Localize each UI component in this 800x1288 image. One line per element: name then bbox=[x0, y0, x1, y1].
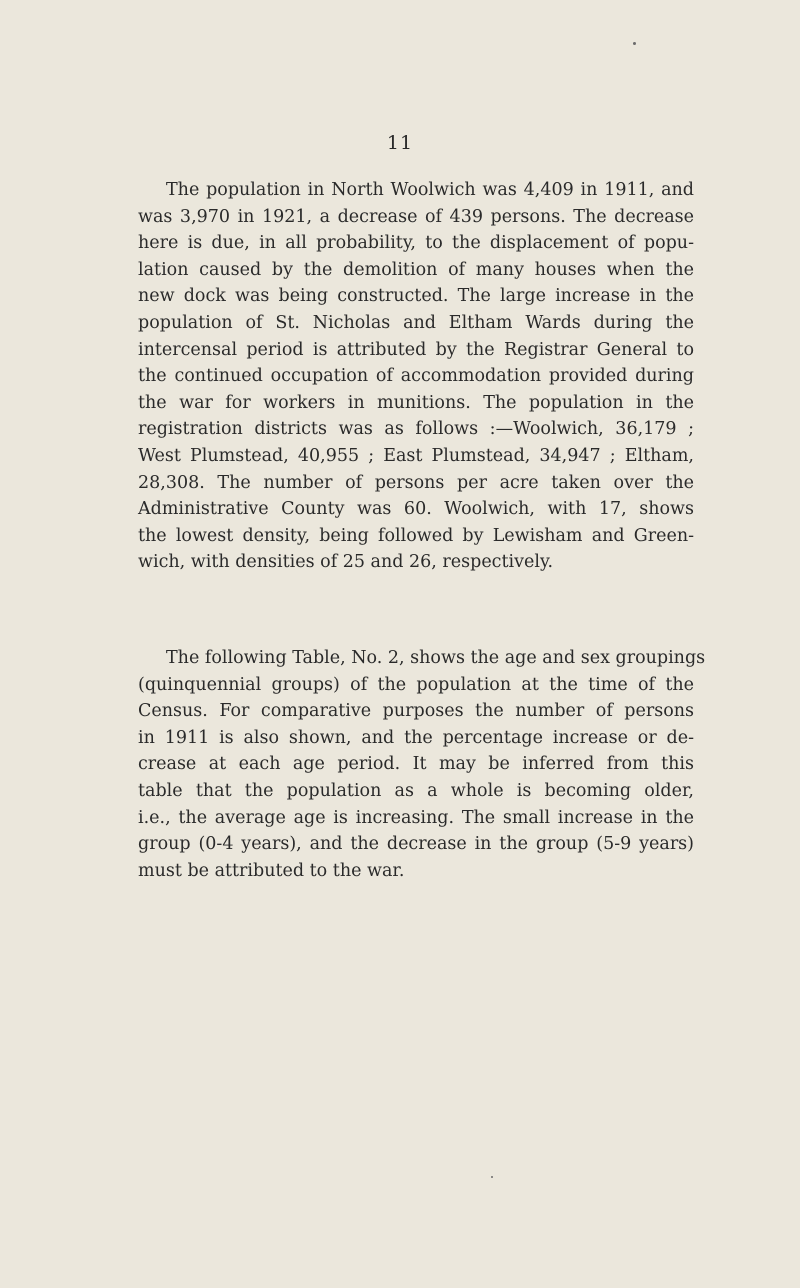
paper-speck bbox=[633, 42, 636, 45]
text-line: was 3,970 in 1921, a decrease of 439 persons. The decrease bbox=[138, 206, 694, 227]
text-line: group (0-4 years), and the decrease in the group (5-9 years) bbox=[138, 834, 694, 855]
text-line: i.e., the average age is increasing. The small increase in the bbox=[138, 807, 694, 828]
page-number: 11 bbox=[386, 132, 414, 154]
paragraph-age-groupings bbox=[110, 645, 706, 884]
text-line: intercensal period is attributed by the Registrar General to bbox=[138, 339, 694, 360]
text-line: here is due, in all probability, to the displacement of popu- bbox=[138, 233, 694, 254]
text-line: new dock was being constructed. The large increase in the bbox=[138, 286, 694, 307]
paper-speck bbox=[491, 1176, 493, 1178]
text-line: table that the population as a whole is becoming older, bbox=[138, 780, 694, 801]
text-line: wich, with densities of 25 and 26, respectively. bbox=[138, 552, 554, 573]
paragraph-population bbox=[110, 177, 694, 576]
text-line: Administrative County was 60. Woolwich, with 17, shows bbox=[138, 499, 694, 520]
text-line: registration districts was as follows :—Woolwich, 36,179 ; bbox=[138, 419, 694, 440]
text-line: in 1911 is also shown, and the percentage increase or de- bbox=[138, 727, 694, 748]
text-line: crease at each age period. It may be inferred from this bbox=[138, 754, 694, 775]
text-line: population of St. Nicholas and Eltham Wards during the bbox=[138, 312, 694, 333]
text-line: the continued occupation of accommodation provided during bbox=[138, 366, 694, 387]
text-line: West Plumstead, 40,955 ; East Plumstead, 34,947 ; Eltham, bbox=[138, 445, 694, 466]
text-line: (quinquennial groups) of the population at the time of the bbox=[138, 674, 694, 695]
text-line: The following Table, No. 2, shows the age and sex groupings bbox=[166, 648, 706, 668]
text-line: must be attributed to the war. bbox=[138, 860, 405, 881]
text-line: the war for workers in munitions. The population in the bbox=[138, 392, 694, 413]
text-line: Census. For comparative purposes the number of persons bbox=[138, 701, 694, 722]
text-line: 28,308. The number of persons per acre taken over the bbox=[138, 472, 694, 493]
text-line: lation caused by the demolition of many houses when the bbox=[138, 259, 694, 280]
text-line: the lowest density, being followed by Lewisham and Green- bbox=[138, 525, 694, 546]
text-line: The population in North Woolwich was 4,409 in 1911, and bbox=[166, 180, 694, 200]
